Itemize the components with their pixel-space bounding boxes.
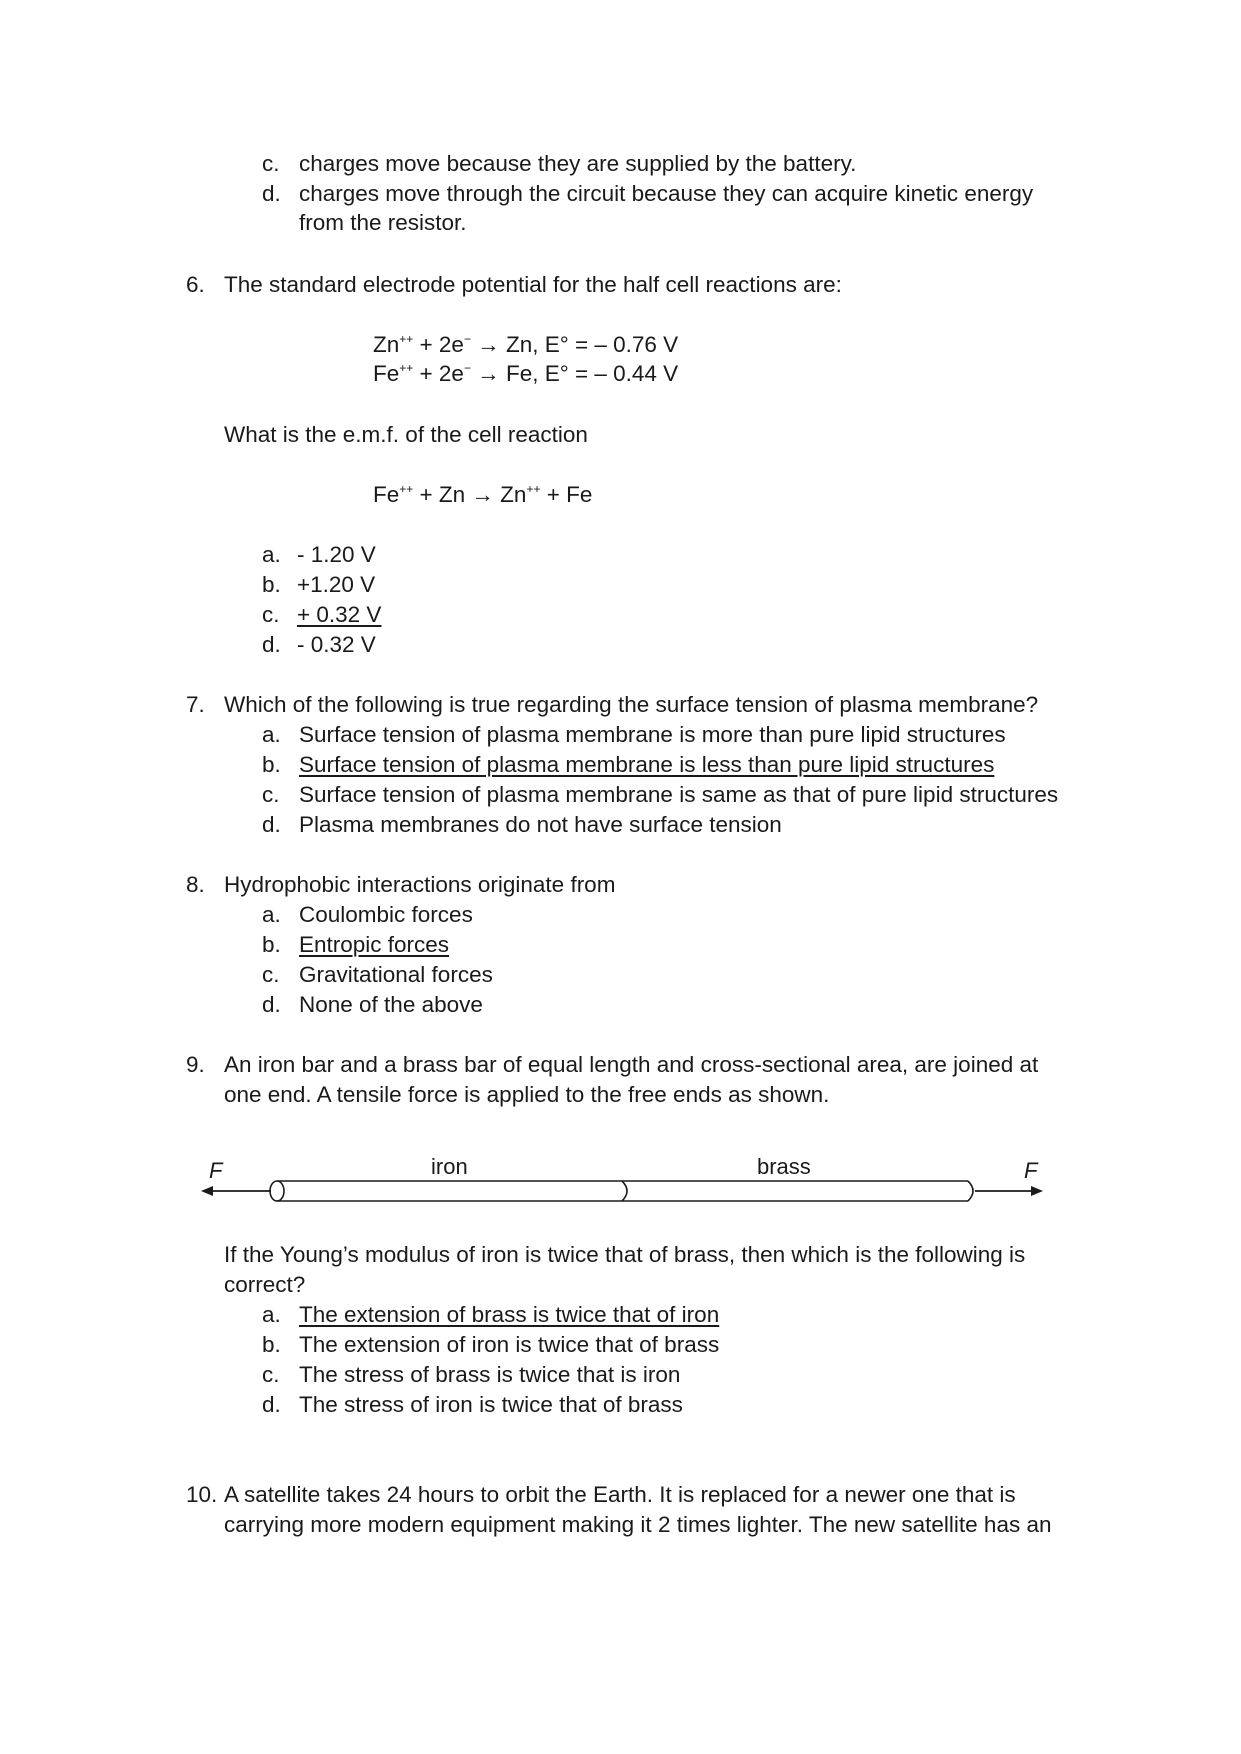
bar-diagram [195, 1150, 1070, 1230]
q8-option-c-label: c. [262, 962, 280, 987]
q6-option-a-text: - 1.20 V [297, 542, 376, 567]
iron-bar-end-cap [270, 1181, 284, 1201]
q8-number: 8. [186, 872, 205, 897]
q7-option-a-text: Surface tension of plasma membrane is more than pure lipid structures [299, 722, 1006, 747]
q9-number: 9. [186, 1052, 205, 1077]
brass-bar-end-cap [968, 1181, 973, 1201]
q7-option-d-text: Plasma membranes do not have surface tension [299, 812, 782, 837]
q6-option-c-text: + 0.32 V [297, 602, 382, 627]
force-label-right: F [1024, 1158, 1038, 1183]
q9-option-b-label: b. [262, 1332, 281, 1357]
q8-stem: Hydrophobic interactions originate from [224, 872, 616, 897]
q7-option-d-label: d. [262, 812, 281, 837]
q6-option-b-label: b. [262, 572, 281, 597]
q6-cell-reaction: Fe++ + Zn → Zn++ + Fe [373, 482, 593, 507]
q5-option-d-text-line1: charges move through the circuit because they can acquire kinetic energy [299, 181, 1034, 206]
q5-option-c-label: c. [262, 151, 280, 176]
iron-label: iron [431, 1154, 468, 1179]
q9-option-b-text: The extension of iron is twice that of brass [299, 1332, 720, 1357]
q6-equation-2: Fe++ + 2e− → Fe, E° = – 0.44 V [373, 361, 679, 386]
q6-equation-1: Zn++ + 2e− → Zn, E° = – 0.76 V [373, 332, 679, 357]
q9-option-a-text: The extension of brass is twice that of iron [299, 1302, 720, 1327]
q5-option-d-label: d. [262, 181, 281, 206]
force-arrow-left-head [201, 1186, 213, 1196]
q9-prompt-line2: correct? [224, 1272, 306, 1297]
q7-option-b-label: b. [262, 752, 281, 777]
force-label-left: F [209, 1158, 223, 1183]
q6-option-a-label: a. [262, 542, 281, 567]
bar-joint [622, 1181, 627, 1201]
q9-option-d-text: The stress of iron is twice that of brass [299, 1392, 683, 1417]
q8-option-b-text: Entropic forces [299, 932, 450, 957]
brass-label: brass [757, 1154, 811, 1179]
q7-option-b-text: Surface tension of plasma membrane is less than pure lipid structures [299, 752, 995, 777]
q9-option-c-text: The stress of brass is twice that is iron [299, 1362, 681, 1387]
q5-option-d-text-line2: from the resistor. [299, 210, 467, 235]
q10-stem-line1: A satellite takes 24 hours to orbit the Earth. It is replaced for a newer one that is [224, 1482, 1016, 1507]
q6-option-c-label: c. [262, 602, 280, 627]
q9-option-d-label: d. [262, 1392, 281, 1417]
q6-option-d-label: d. [262, 632, 281, 657]
q8-option-b-label: b. [262, 932, 281, 957]
q6-number: 6. [186, 272, 205, 297]
q9-option-c-label: c. [262, 1362, 280, 1387]
q7-option-a-label: a. [262, 722, 281, 747]
q7-stem: Which of the following is true regarding the surface tension of plasma membrane? [224, 692, 1039, 717]
q9-stem-line2: one end. A tensile force is applied to the free ends as shown. [224, 1082, 830, 1107]
q5-option-c-text: charges move because they are supplied by the battery. [299, 151, 857, 176]
q7-option-c-label: c. [262, 782, 280, 807]
q10-stem-line2: carrying more modern equipment making it 2 times lighter. The new satellite has an [224, 1512, 1052, 1537]
q9-prompt-line1: If the Young’s modulus of iron is twice that of brass, then which is the following is [224, 1242, 1026, 1267]
q8-option-c-text: Gravitational forces [299, 962, 493, 987]
q9-option-a-label: a. [262, 1302, 281, 1327]
q9-stem-line1: An iron bar and a brass bar of equal length and cross-sectional area, are joined at [224, 1052, 1039, 1077]
q8-option-a-label: a. [262, 902, 281, 927]
q8-option-d-label: d. [262, 992, 281, 1017]
q8-option-a-text: Coulombic forces [299, 902, 473, 927]
q7-option-c-text: Surface tension of plasma membrane is same as that of pure lipid structures [299, 782, 1059, 807]
q8-option-d-text: None of the above [299, 992, 483, 1017]
q6-stem: The standard electrode potential for the half cell reactions are: [224, 272, 842, 297]
q6-prompt: What is the e.m.f. of the cell reaction [224, 422, 588, 447]
q10-number: 10. [186, 1482, 218, 1507]
q6-option-b-text: +1.20 V [297, 572, 376, 597]
q7-number: 7. [186, 692, 205, 717]
q6-option-d-text: - 0.32 V [297, 632, 376, 657]
force-arrow-right-head [1031, 1186, 1043, 1196]
bar-diagram-svg [195, 1150, 1070, 1230]
